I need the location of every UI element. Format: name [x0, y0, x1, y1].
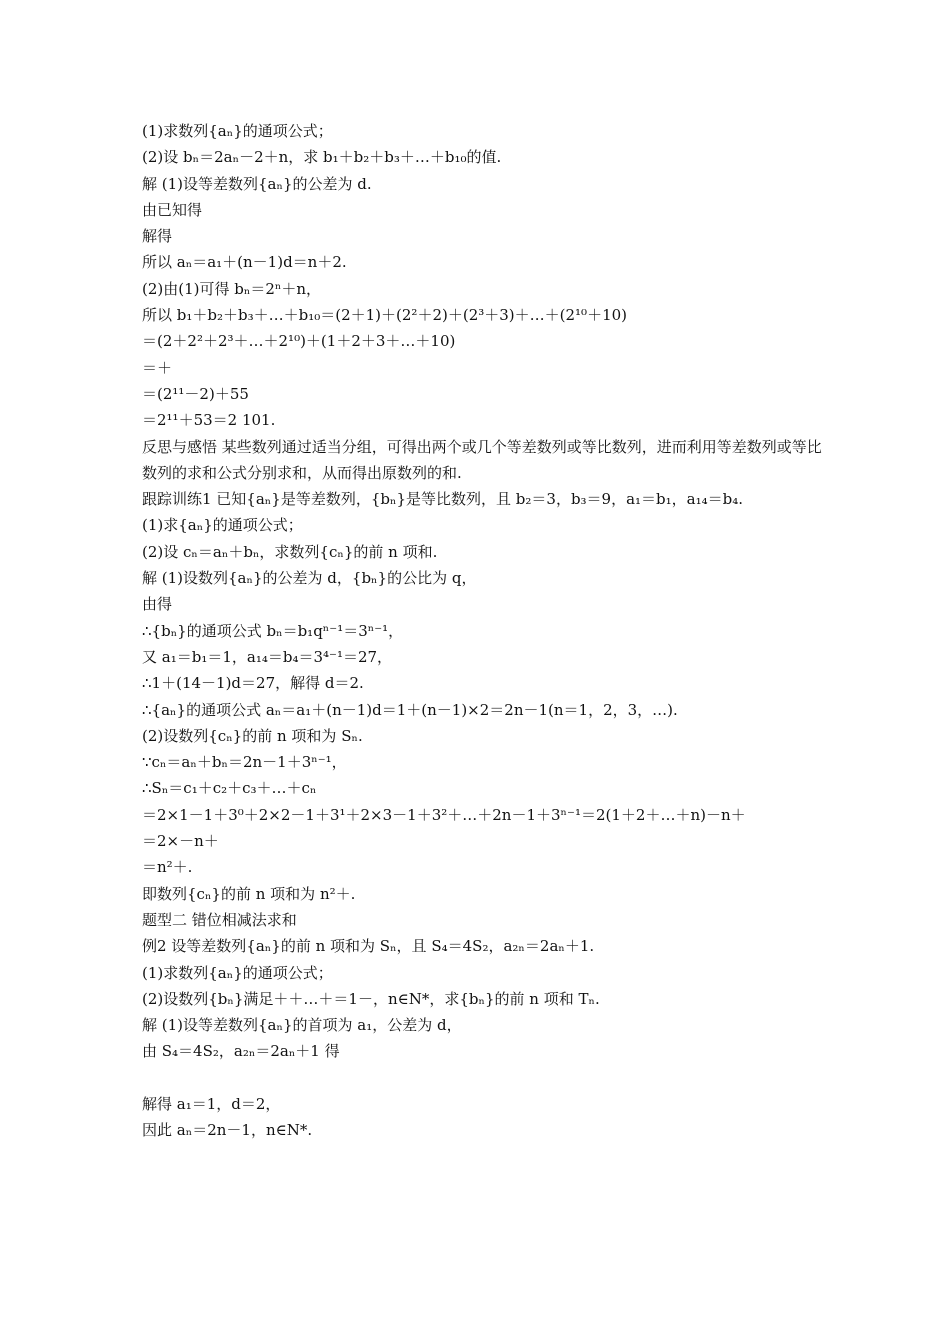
text-line: ∴{aₙ}的通项公式 aₙ＝a₁＋(n－1)d＝1＋(n－1)×2＝2n－1(n＝1，2，3，…). — [142, 700, 678, 719]
text-line: (1)求数列{aₙ}的通项公式； — [142, 122, 333, 140]
text-line: ∴1＋(14－1)d＝27，解得 d＝2. — [142, 674, 364, 693]
text-line: ＝(2¹¹－2)＋55 — [142, 384, 249, 403]
text-line: (2)设 cₙ＝aₙ＋bₙ，求数列{cₙ}的前 n 项和. — [142, 542, 438, 561]
text-line: (1)求{aₙ}的通项公式； — [142, 516, 303, 535]
text-line: (2)由(1)可得 bₙ＝2ⁿ＋n， — [142, 279, 322, 298]
text-line: ∵cₙ＝aₙ＋bₙ＝2n－1＋3ⁿ⁻¹， — [142, 753, 347, 772]
text-line: 例2 设等差数列{aₙ}的前 n 项和为 Sₙ，且 S₄＝4S₂，a₂ₙ＝2aₙ＋1. — [142, 937, 595, 956]
text-line: 解得 a₁＝1，d＝2， — [142, 1094, 281, 1113]
text-line: 跟踪训练1 已知{aₙ}是等差数列，{bₙ}是等比数列，且 b₂＝3，b₃＝9，a₁＝b₁，a₁₄＝b₄. — [142, 490, 744, 509]
text-line: 解得 — [142, 227, 173, 246]
text-line: ＝n²＋. — [142, 858, 193, 877]
text-line: 因此 aₙ＝2n－1，n∈N*. — [142, 1120, 313, 1139]
text-line: 由已知得 — [142, 200, 203, 219]
text-line: 所以 b₁＋b₂＋b₃＋…＋b₁₀＝(2＋1)＋(2²＋2)＋(2³＋3)＋…＋(2¹⁰＋10) — [142, 306, 628, 325]
text-line: (1)求数列{aₙ}的通项公式； — [142, 963, 333, 982]
text-line: 由 S₄＝4S₂，a₂ₙ＝2aₙ＋1 得 — [142, 1042, 340, 1061]
document-page — [142, 118, 822, 1143]
text-line: ＝＋ — [142, 358, 173, 377]
text-line: ∴{bₙ}的通项公式 bₙ＝b₁qⁿ⁻¹＝3ⁿ⁻¹， — [142, 621, 404, 640]
text-line: 解 (1)设数列{aₙ}的公差为 d，{bₙ}的公比为 q， — [142, 569, 477, 588]
blank-line — [142, 1065, 822, 1091]
text-line: ＝2×－n＋ — [142, 832, 219, 851]
text-line: (2)设数列{cₙ}的前 n 项和为 Sₙ. — [142, 726, 363, 745]
text-line: ＝2×1－1＋3⁰＋2×2－1＋3¹＋2×3－1＋3²＋…＋2n－1＋3ⁿ⁻¹＝2(1＋2＋…＋n)－n＋ — [142, 805, 746, 824]
text-line: 解 (1)设等差数列{aₙ}的公差为 d. — [142, 174, 372, 193]
text-line: 所以 aₙ＝a₁＋(n－1)d＝n＋2. — [142, 253, 347, 272]
text-line: ＝2¹¹＋53＝2 101. — [142, 411, 276, 430]
section-heading: 题型二 错位相减法求和 — [142, 910, 297, 929]
text-line: 又 a₁＝b₁＝1，a₁₄＝b₄＝3⁴⁻¹＝27， — [142, 647, 393, 666]
text-line: (2)设数列{bₙ}满足＋＋…＋＝1－，n∈N*，求{bₙ}的前 n 项和 Tₙ. — [142, 989, 600, 1008]
text-line: ∴Sₙ＝c₁＋c₂＋c₃＋…＋cₙ — [142, 779, 317, 798]
text-line: 解 (1)设等差数列{aₙ}的首项为 a₁，公差为 d， — [142, 1016, 462, 1035]
text-line: (2)设 bₙ＝2aₙ－2＋n，求 b₁＋b₂＋b₃＋…＋b₁₀的值. — [142, 148, 502, 167]
reflection-paragraph: 反思与感悟 某些数列通过适当分组，可得出两个或几个等差数列或等比数列，进而利用等差数列或等比数列的求和公式分别求和，从而得出原数列的和. — [142, 437, 822, 482]
text-line: ＝(2＋2²＋2³＋…＋2¹⁰)＋(1＋2＋3＋…＋10) — [142, 332, 456, 351]
text-line: 由得 — [142, 595, 173, 614]
text-line: 即数列{cₙ}的前 n 项和为 n²＋. — [142, 884, 356, 903]
